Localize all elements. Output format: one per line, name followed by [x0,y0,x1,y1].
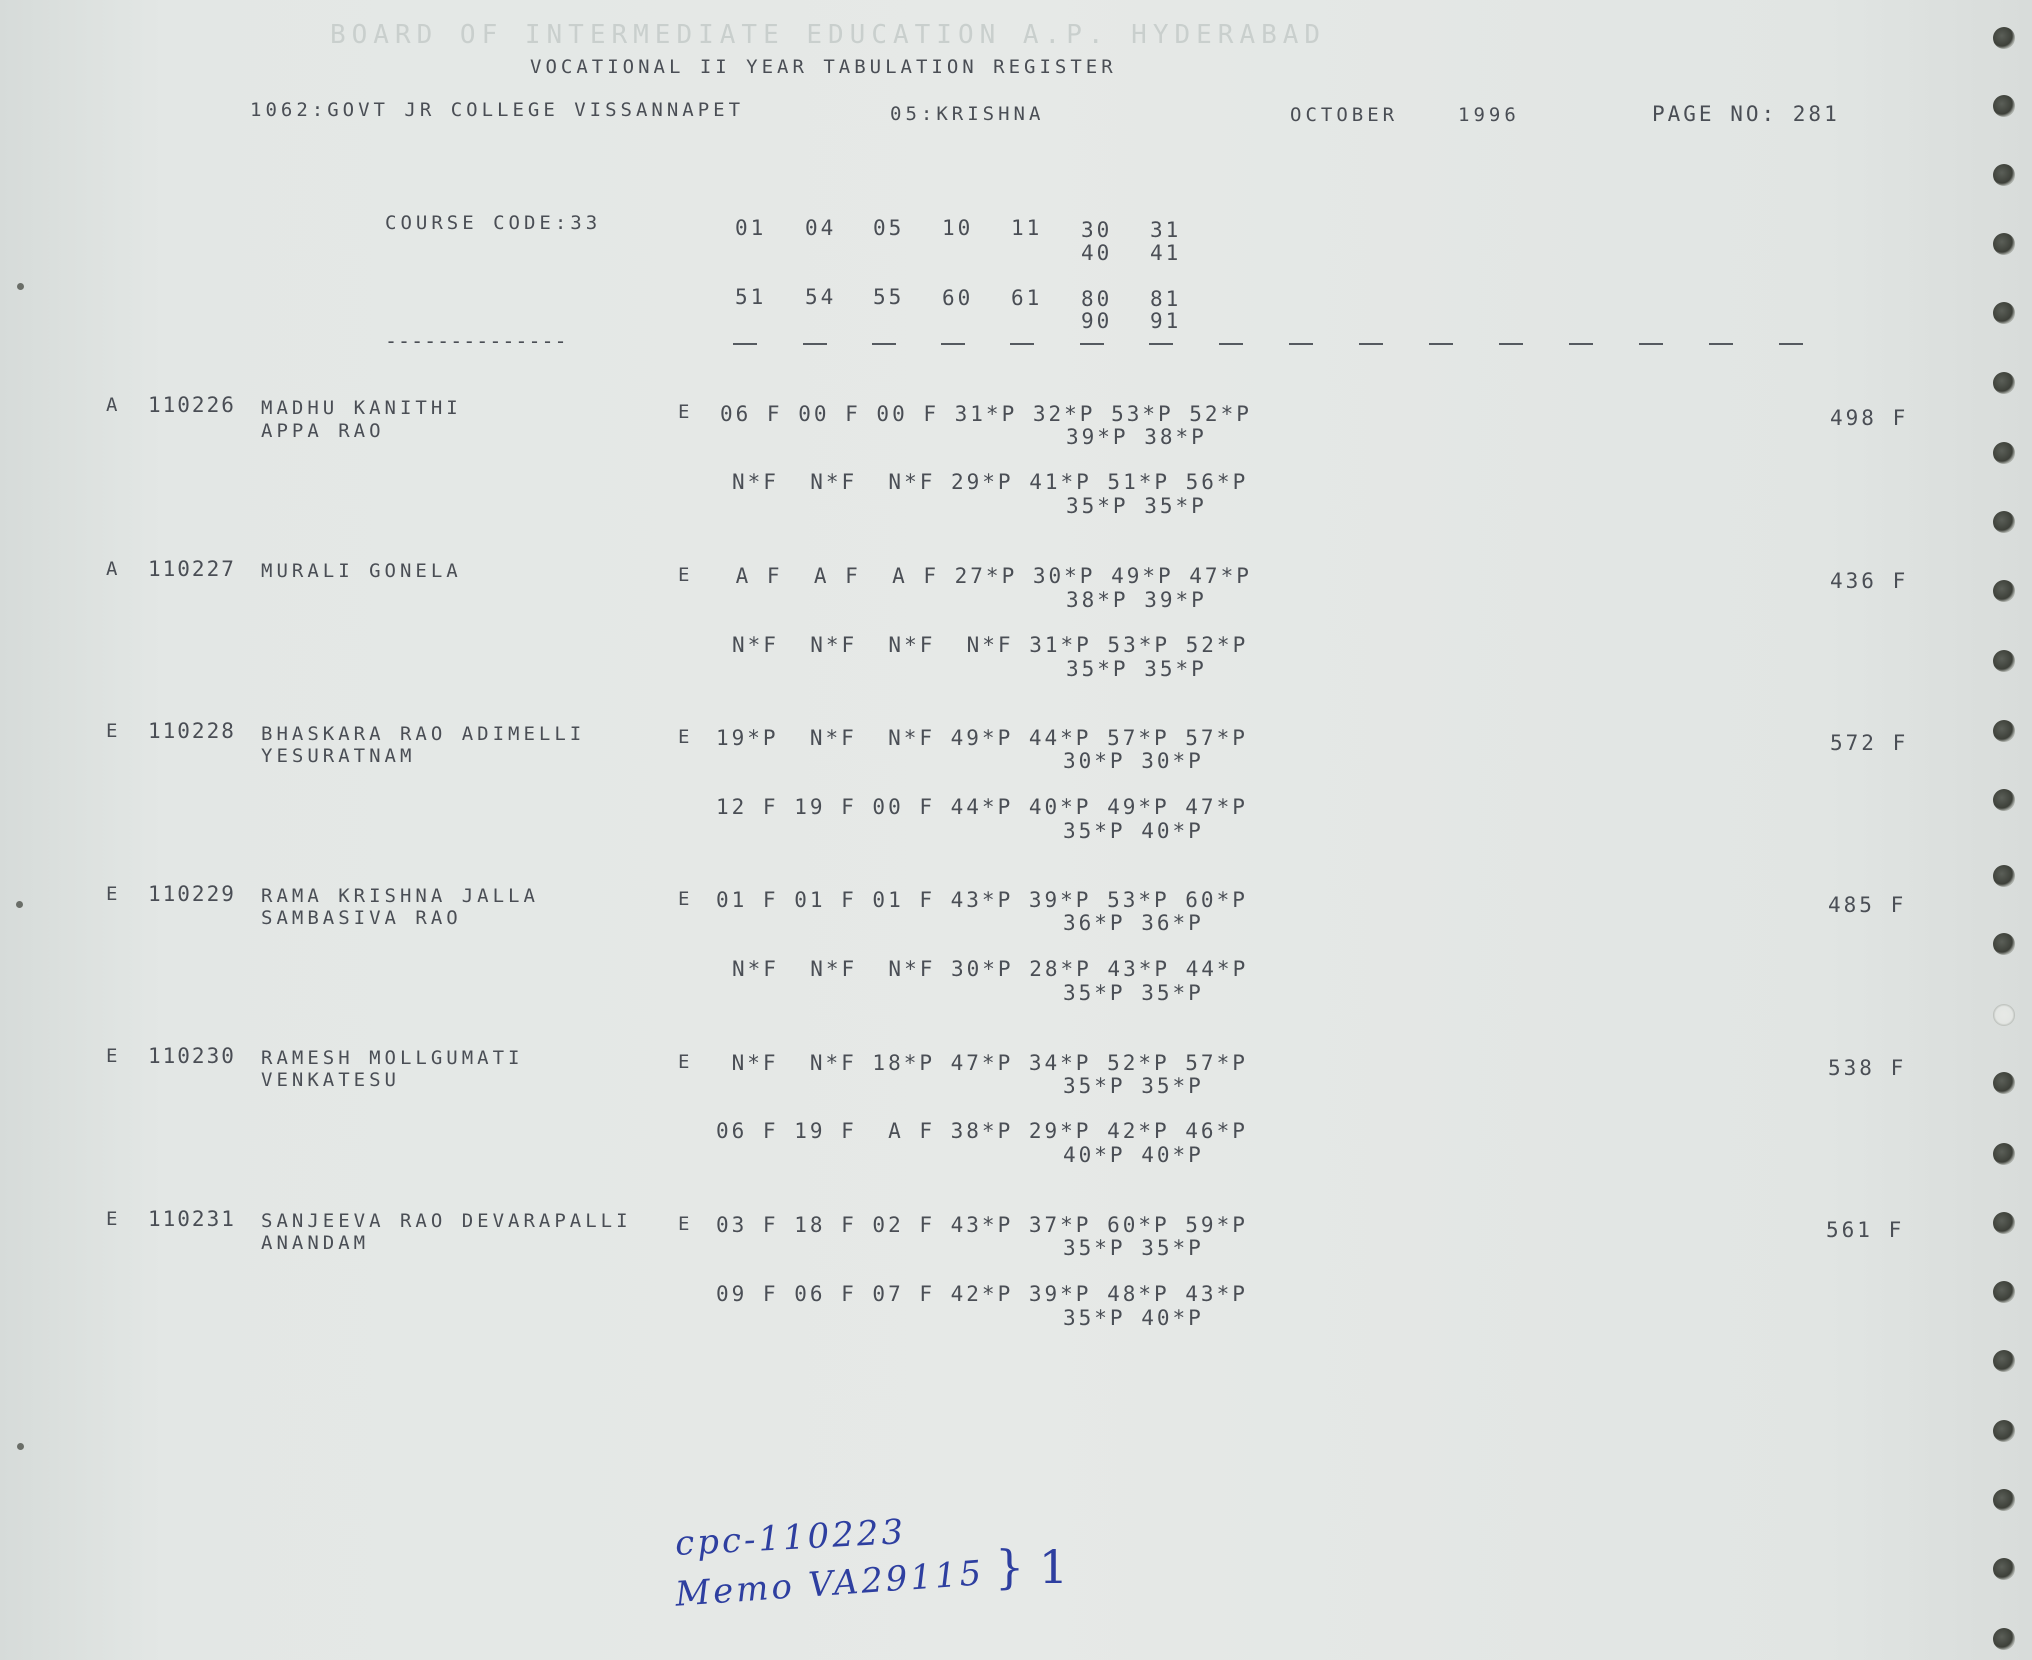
student-name: SANJEEVA RAO DEVARAPALLI [261,1210,632,1232]
feed-hole [1993,511,2015,533]
dash [1289,343,1313,345]
dash [1080,343,1104,345]
subject-code: 41 [1150,241,1182,265]
marks-line-1-extra: 35*P 35*P [1063,1074,1204,1098]
district-name: 05:KRISHNA [890,103,1045,125]
registration-number: 110228 [148,719,236,743]
left-pin-mark [16,901,23,908]
marks-line-1: A F A F A F 27*P 30*P 49*P 47*P [720,564,1252,588]
result-status: E [106,720,122,742]
feed-hole [1993,933,2015,955]
dash [1010,343,1034,345]
subject-code: 40 [1081,241,1113,265]
marks-line-1-extra: 35*P 35*P [1063,1236,1204,1260]
total-marks: 538 F [1828,1056,1907,1080]
student-name: BHASKARA RAO ADIMELLI [261,723,586,745]
registration-number: 110227 [148,557,236,581]
dash [1429,343,1453,345]
dash [1709,343,1733,345]
feed-hole [1993,1489,2015,1511]
bleed-through-text: BOARD OF INTERMEDIATE EDUCATION A.P. HYDERABAD [330,20,1327,50]
marks-line-2: 06 F 19 F A F 38*P 29*P 42*P 46*P [716,1119,1248,1143]
feed-hole [1993,650,2015,672]
handwritten-note-line-1: cpc-110223 [674,1511,908,1565]
subject-code: 61 [1011,286,1043,310]
registration-number: 110226 [148,393,236,417]
student-parent-name: SAMBASIVA RAO [261,907,462,929]
subject-code: 05 [873,216,905,240]
record-flag: E [678,564,694,586]
marks-line-2: N*F N*F N*F N*F 31*P 53*P 52*P [732,633,1249,657]
feed-hole [1993,720,2015,742]
dash [941,343,965,345]
feed-hole [1993,302,2015,324]
marks-line-1-extra: 36*P 36*P [1063,911,1204,935]
marks-line-1: 03 F 18 F 02 F 43*P 37*P 60*P 59*P [716,1213,1248,1237]
feed-hole [1993,1350,2015,1372]
left-pin-mark [17,1443,24,1450]
feed-hole [1993,1281,2015,1303]
subject-code: 04 [805,216,837,240]
feed-hole [1993,372,2015,394]
marks-line-1-extra: 30*P 30*P [1063,749,1204,773]
college-name: 1062:GOVT JR COLLEGE VISSANNAPET [250,99,745,121]
subject-code: 90 [1081,309,1113,333]
page-number: PAGE NO: 281 [1652,102,1840,126]
marks-line-2-extra: 35*P 40*P [1063,1306,1204,1330]
marks-line-1: 01 F 01 F 01 F 43*P 39*P 53*P 60*P [716,888,1248,912]
feed-hole-empty [1993,1004,2015,1026]
record-flag: E [678,1051,694,1073]
dash [872,343,896,345]
subject-code: 30 [1081,218,1113,242]
dash [1359,343,1383,345]
marks-line-2-extra: 35*P 35*P [1066,657,1207,681]
student-parent-name: ANANDAM [261,1232,370,1254]
total-marks: 561 F [1826,1218,1905,1242]
feed-hole [1993,1072,2015,1094]
subject-code: 80 [1081,287,1113,311]
feed-hole [1993,1558,2015,1580]
dash [1149,343,1173,345]
marks-line-1: 19*P N*F N*F 49*P 44*P 57*P 57*P [716,726,1248,750]
subject-code: 81 [1150,287,1182,311]
course-code-label: COURSE CODE:33 [385,212,602,234]
result-status: A [106,394,122,416]
handwritten-brace: } 1 [995,1540,1069,1594]
registration-number: 110231 [148,1207,236,1231]
total-marks: 572 F [1830,731,1909,755]
result-status: E [106,1045,122,1067]
subject-code: 51 [735,285,767,309]
dash [733,343,757,345]
feed-hole [1993,789,2015,811]
dash [1219,343,1243,345]
feed-hole [1993,1628,2015,1650]
total-marks: 485 F [1828,893,1907,917]
marks-line-2-extra: 40*P 40*P [1063,1143,1204,1167]
marks-line-1: 06 F 00 F 00 F 31*P 32*P 53*P 52*P [720,402,1252,426]
dash [803,343,827,345]
subject-code: 91 [1150,309,1182,333]
subject-code: 31 [1150,218,1182,242]
student-name: RAMA KRISHNA JALLA [261,885,539,907]
student-parent-name: YESURATNAM [261,745,416,767]
feed-hole [1993,1420,2015,1442]
registration-number: 110230 [148,1044,236,1068]
record-flag: E [678,726,694,748]
course-underline: -------------- [385,329,568,353]
marks-line-2: N*F N*F N*F 30*P 28*P 43*P 44*P [732,957,1249,981]
feed-hole [1993,442,2015,464]
result-status: E [106,1208,122,1230]
exam-month: OCTOBER [1290,104,1399,126]
subject-code: 11 [1011,216,1043,240]
record-flag: E [678,888,694,910]
marks-line-2-extra: 35*P 35*P [1063,981,1204,1005]
student-name: RAMESH MOLLGUMATI [261,1047,524,1069]
result-status: A [106,558,122,580]
dash [1499,343,1523,345]
feed-hole [1993,865,2015,887]
student-parent-name: VENKATESU [261,1069,400,1091]
dash [1569,343,1593,345]
feed-hole [1993,233,2015,255]
subject-code: 54 [805,285,837,309]
marks-line-2: 09 F 06 F 07 F 42*P 39*P 48*P 43*P [716,1282,1248,1306]
marks-line-2-extra: 35*P 35*P [1066,494,1207,518]
subject-code: 60 [942,286,974,310]
left-pin-mark [17,283,24,290]
feed-hole [1993,1143,2015,1165]
record-flag: E [678,401,694,423]
result-status: E [106,883,122,905]
register-title: VOCATIONAL II YEAR TABULATION REGISTER [530,56,1117,78]
marks-line-1-extra: 38*P 39*P [1066,588,1207,612]
marks-line-1: N*F N*F 18*P 47*P 34*P 52*P 57*P [716,1051,1248,1075]
subject-code: 01 [735,216,767,240]
total-marks: 436 F [1830,569,1909,593]
registration-number: 110229 [148,882,236,906]
subject-code: 10 [942,216,974,240]
record-flag: E [678,1213,694,1235]
marks-line-1-extra: 39*P 38*P [1066,425,1207,449]
feed-hole [1993,95,2015,117]
marks-line-2: N*F N*F N*F 29*P 41*P 51*P 56*P [732,470,1249,494]
dash [1639,343,1663,345]
subject-code: 55 [873,285,905,309]
marks-line-2: 12 F 19 F 00 F 44*P 40*P 49*P 47*P [716,795,1248,819]
marks-line-2-extra: 35*P 40*P [1063,819,1204,843]
feed-hole [1993,27,2015,49]
student-name: MURALI GONELA [261,560,462,582]
feed-hole [1993,1212,2015,1234]
student-name: MADHU KANITHI [261,397,462,419]
total-marks: 498 F [1830,406,1909,430]
feed-hole [1993,164,2015,186]
handwritten-note-line-2: Memo VA29115 [673,1553,986,1615]
student-parent-name: APPA RAO [261,420,385,442]
dash [1779,343,1803,345]
feed-hole [1993,580,2015,602]
exam-year: 1996 [1458,104,1520,126]
